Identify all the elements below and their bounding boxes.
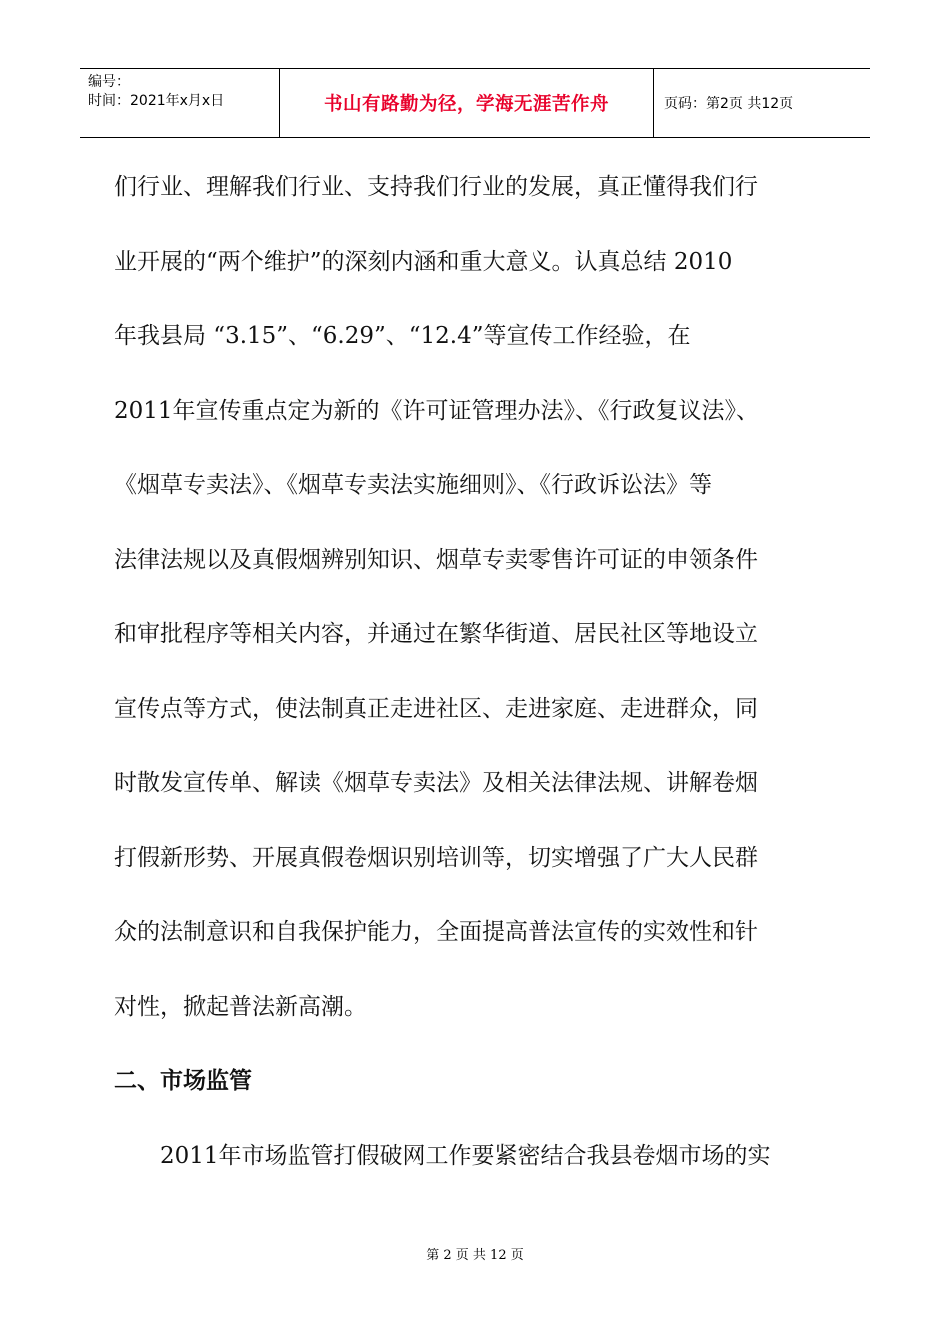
text-line: 众的法制意识和自我保护能力，全面提高普法宣传的实效性和针 (114, 919, 758, 945)
text-line: 2011年宣传重点定为新的《许可证管理办法》、《行政复议法》、 (114, 397, 760, 424)
text-line: 年我县局 “3.15”、“6.29”、“12.4”等宣传工作经验，在 (114, 323, 691, 349)
page-header (80, 68, 870, 138)
text-line: 业开展的“两个维护”的深刻内涵和重大意义。认真总结 2010 (114, 248, 733, 275)
page-footer: 第 2 页 共 12 页 (426, 1248, 524, 1263)
header-page-info-cell (654, 69, 870, 137)
header-page-info: 页码：第2页 共12页 (664, 96, 794, 112)
text-line: 法律法规以及真假烟辨别知识、烟草专卖零售许可证的申领条件 (114, 546, 758, 573)
header-motto: 书山有路勤为径，学海无涯苦作舟 (323, 94, 609, 115)
text-line: 和审批程序等相关内容，并通过在繁华街道、居民社区等地设立 (114, 621, 758, 647)
text-line: 们行业、理解我们行业、支持我们行业的发展，真正懂得我们行 (114, 174, 758, 200)
body-text (114, 150, 854, 1193)
text-line: 时散发宣传单、解读《烟草专卖法》及相关法律法规、讲解卷烟 (114, 770, 758, 796)
header-motto-cell (280, 69, 654, 137)
document-time-label: 时间：2021年x月x日 (88, 93, 225, 109)
text-line: 打假新形势、开展真假卷烟识别培训等，切实增强了广大人民群 (114, 844, 758, 871)
section-heading: 二、市场监管 (114, 1068, 252, 1094)
document-number-label: 编号： (88, 74, 130, 90)
text-line: 宣传点等方式，使法制真正走进社区、走进家庭、走进群众，同 (114, 695, 758, 722)
text-line: 2011年市场监管打假破网工作要紧密结合我县卷烟市场的实 (160, 1142, 771, 1169)
text-line: 《烟草专卖法》、《烟草专卖法实施细则》、《行政诉讼法》等 (114, 472, 712, 498)
text-line: 对性，掀起普法新高潮。 (114, 993, 367, 1020)
header-meta (80, 69, 280, 137)
